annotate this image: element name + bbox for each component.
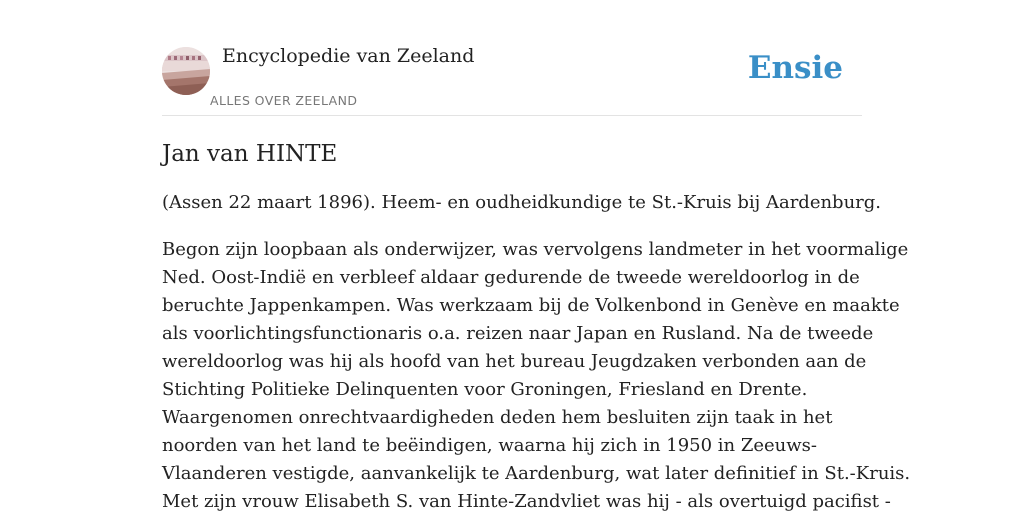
body-line: Ned. Oost-Indië en verbleef aldaar gedurende de tweede wereldoorlog in de bbox=[162, 267, 860, 288]
body-line: Waargenomen onrechtvaardigheden deden hem besluiten zijn taak in het bbox=[162, 407, 833, 428]
article-lead: (Assen 22 maart 1896). Heem- en oudheidkundige te St.-Kruis bij Aardenburg. bbox=[162, 192, 882, 213]
body-line: Met zijn vrouw Elisabeth S. van Hinte-Zandvliet was hij - als overtuigd pacifist - bbox=[162, 491, 891, 512]
logo-image-icon bbox=[162, 47, 210, 95]
body-line: als voorlichtingsfunctionaris o.a. reizen naar Japan en Rusland. Na de tweede bbox=[162, 323, 874, 344]
body-line: noorden van het land te beëindigen, waarna hij zich in 1950 in Zeeuws- bbox=[162, 435, 817, 456]
body-line: wereldoorlog was hij als hoofd van het bureau Jeugdzaken verbonden aan de bbox=[162, 351, 867, 372]
article-body bbox=[162, 236, 911, 512]
article-title: Jan van HINTE bbox=[162, 141, 338, 167]
body-line: beruchte Jappenkampen. Was werkzaam bij de Volkenbond in Genève en maakte bbox=[162, 295, 900, 316]
body-line: Begon zijn loopbaan als onderwijzer, was vervolgens landmeter in het voormalige bbox=[162, 239, 909, 260]
body-line: Stichting Politieke Delinquenten voor Groningen, Friesland en Drente. bbox=[162, 379, 808, 400]
brand-logo-link[interactable]: Ensie bbox=[747, 50, 843, 86]
site-logo[interactable] bbox=[162, 47, 210, 95]
site-title[interactable]: Encyclopedie van Zeeland bbox=[222, 45, 475, 67]
article-content bbox=[162, 138, 911, 512]
site-header bbox=[162, 0, 862, 116]
site-tagline: ALLES OVER ZEELAND bbox=[210, 93, 358, 108]
body-line: Vlaanderen vestigde, aanvankelijk te Aardenburg, wat later definitief in St.-Kruis. bbox=[162, 463, 911, 484]
